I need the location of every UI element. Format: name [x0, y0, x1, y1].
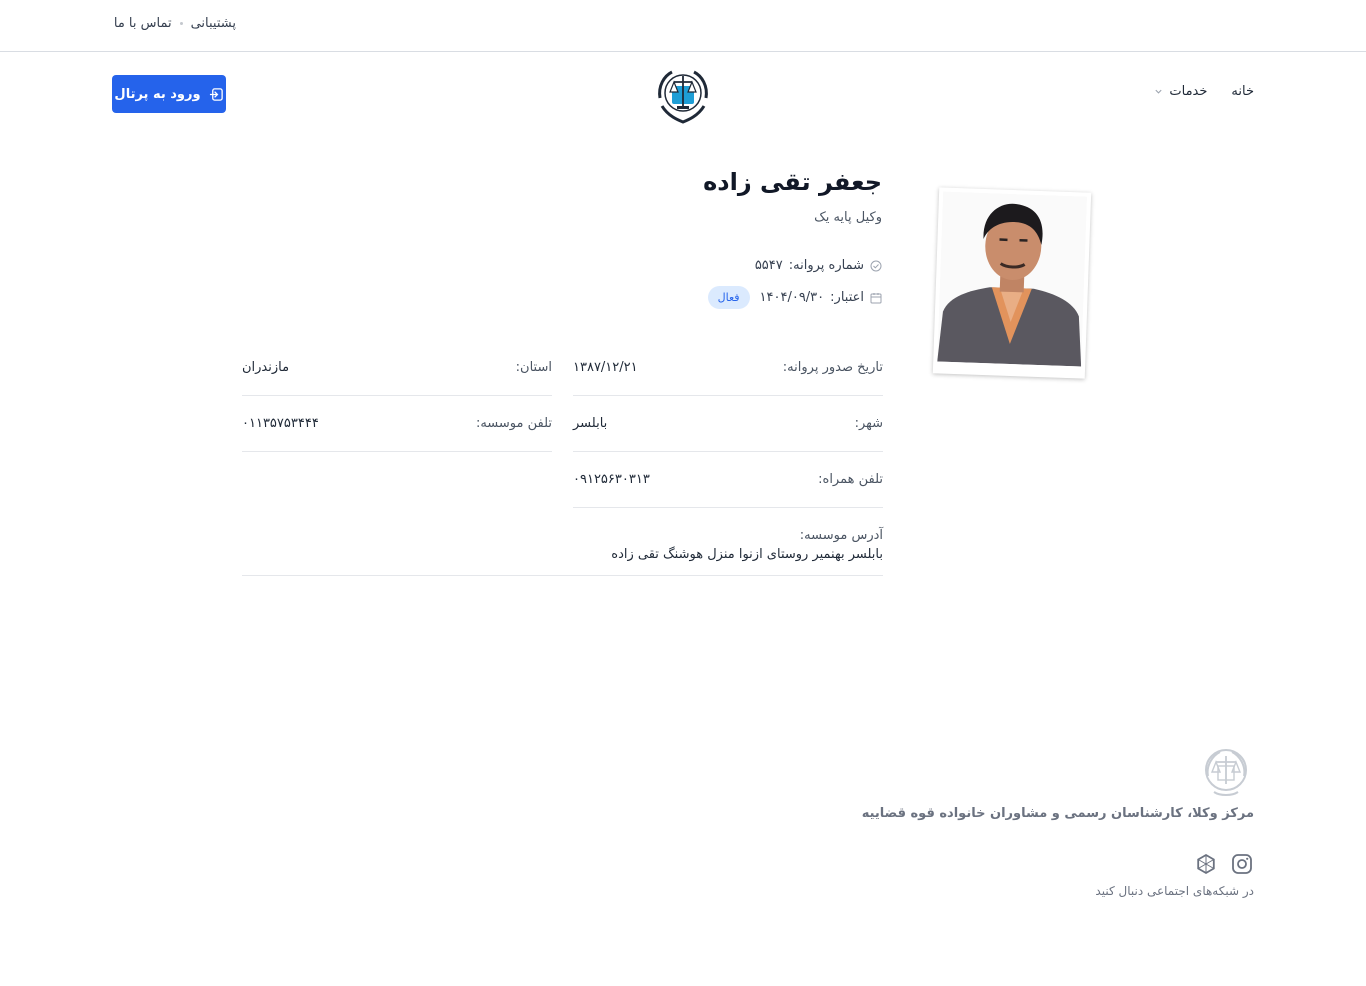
license-value: ۵۵۴۷	[754, 258, 783, 273]
office-phone-value: ۰۱۱۳۵۷۵۳۴۴۴	[242, 416, 319, 431]
mobile-value: ۰۹۱۲۵۶۳۰۳۱۳	[573, 472, 650, 487]
address-field	[242, 528, 883, 576]
contact-us-link[interactable]: تماس با ما	[113, 16, 172, 31]
lawyer-photo	[933, 187, 1091, 378]
issue-date-field	[573, 360, 883, 396]
issue-date-label: تاریخ صدور پروانه:	[782, 360, 883, 375]
portal-button-label: ورود به پرتال	[114, 86, 201, 102]
mobile-field	[573, 472, 883, 508]
support-link[interactable]: پشتیبانی	[190, 16, 236, 31]
issue-date-value: ۱۳۸۷/۱۲/۲۱	[573, 360, 638, 375]
nav-item-label: خانه	[1231, 84, 1254, 99]
social-links	[1194, 852, 1254, 876]
login-icon	[209, 87, 224, 102]
nav-item-home[interactable]	[1231, 84, 1254, 99]
footer-emblem-icon	[1198, 744, 1254, 800]
mobile-label: تلفن همراه:	[818, 472, 883, 487]
address-value: بابلسر بهنمیر روستای ازنوا منزل هوشنگ تقی زاده	[611, 547, 883, 562]
chevron-down-icon	[1154, 87, 1163, 96]
office-phone-field	[242, 416, 552, 452]
separator-dot	[180, 22, 183, 25]
judiciary-logo[interactable]	[652, 62, 714, 124]
rubika-icon[interactable]	[1194, 852, 1218, 876]
main-nav	[1154, 84, 1254, 99]
city-value: بابلسر	[573, 416, 608, 431]
top-utility-bar	[0, 0, 1366, 52]
status-badge: فعال	[708, 286, 750, 309]
city-field	[573, 416, 883, 452]
validity-value: ۱۴۰۴/۰۹/۳۰	[759, 290, 825, 305]
province-value: مازندران	[242, 360, 290, 375]
portal-login-button[interactable]	[112, 75, 226, 113]
footer-title: مرکز وکلا، کارشناسان رسمی و مشاوران خانواده قوه قضاییه	[861, 806, 1254, 821]
lawyer-title: وکیل پایه یک	[814, 210, 882, 225]
validity-label: اعتبار:	[830, 290, 864, 305]
lawyer-name: جعفر تقی زاده	[703, 168, 882, 196]
province-field	[242, 360, 552, 396]
follow-text: در شبکه‌های اجتماعی دنبال کنید	[1095, 884, 1254, 898]
license-number-row	[755, 258, 882, 273]
portrait-image	[937, 192, 1087, 367]
address-label: آدرس موسسه:	[799, 528, 883, 543]
province-label: استان:	[515, 360, 552, 375]
top-links	[114, 16, 236, 31]
nav-item-services[interactable]	[1154, 84, 1207, 99]
validity-row	[708, 286, 882, 309]
nav-item-label: خدمات	[1169, 84, 1208, 99]
check-circle-icon	[870, 260, 882, 272]
office-phone-label: تلفن موسسه:	[475, 416, 552, 431]
calendar-icon	[870, 292, 882, 304]
city-label: شهر:	[854, 416, 883, 431]
license-label: شماره پروانه:	[788, 258, 864, 273]
instagram-icon[interactable]	[1230, 852, 1254, 876]
